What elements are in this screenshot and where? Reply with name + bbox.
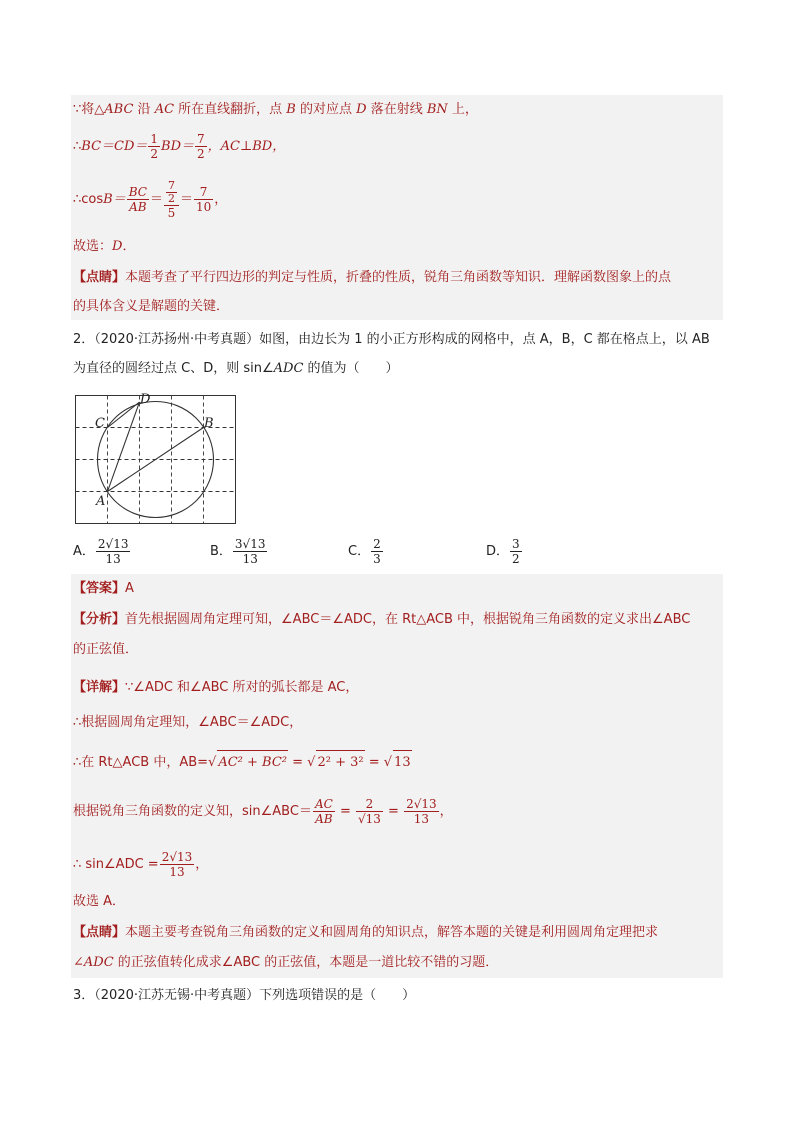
point-label-b: B	[204, 416, 214, 431]
q2-detail-line-2: ∴根据圆周角定理知，∠ABC＝∠ADC，	[73, 715, 303, 730]
sol1-choice: 故选：D．	[73, 239, 136, 254]
compound-fraction: $\frac{\frac{7}{2}}{5}$	[164, 180, 179, 220]
q2-stem-line-2: 为直径的圆经过点 C、D，则 sin∠ADC 的值为（ ）	[73, 361, 399, 376]
q2-stem-line-1: 2．（2020·江苏扬州·中考真题）如图，由边长为 1 的小正方形构成的网格中，点 A，B，C 都在格点上，以 AB	[73, 332, 710, 347]
option-b[interactable]: B． $\frac{3√13}{13}$	[210, 537, 266, 566]
segments	[108, 402, 204, 492]
q2-detail-line-4: 根据锐角三角函数的定义知，sin∠ABC＝ $\frac{AC}{AB}$ = $\frac{2}{√13}$ = $\frac{2√13}{13}$ ，	[73, 797, 453, 826]
q2-detail-line-3: ∴在 Rt△ACB 中，AB=√ AC² + BC² = √ 2² + 3² = √ 13	[73, 750, 412, 775]
fraction: $\frac{7}{10}$	[195, 185, 212, 214]
q2-comment-line-1: 【点睛】本题主要考查锐角三角函数的定义和圆周角的知识点，解答本题的关键是利用圆周角定理把求	[73, 925, 659, 940]
sol1-line-1: ∵将△ABC 沿 AC 所在直线翻折，点 B 的对应点 D 落在射线 BN 上，	[73, 102, 478, 117]
fraction: $\frac{BC}{AB}$	[128, 185, 147, 214]
sol1-comment-line-2: 的具体含义是解题的关键．	[73, 299, 230, 314]
fraction: $\frac{7}{2}$	[197, 132, 205, 161]
option-a[interactable]: A． $\frac{2√13}{13}$	[73, 537, 129, 566]
sol1-comment-line-1: 【点睛】本题考查了平行四边形的判定与性质，折叠的性质，锐角三角函数等知识．理解函数图象上的点	[73, 270, 672, 285]
sol1-line-3: ∴cosB＝ $\frac{BC}{AB}$ ＝ $\frac{\frac{7}{2}}{5}$ ＝ $\frac{7}{10}$ ，	[73, 178, 228, 220]
fraction: $\frac{AC}{AB}$	[314, 797, 333, 826]
q2-comment-line-2: ∠ADC 的正弦值转化成求∠ABC 的正弦值，本题是一道比较不错的习题．	[73, 955, 499, 970]
q2-analysis-line-1: 【分析】首先根据圆周角定理可知，∠ABC＝∠ADC，在 Rt△ACB 中，根据锐角三角函数的定义求出∠ABC	[73, 612, 691, 627]
q2-detail-line-1: 【详解】∵∠ADC 和∠ABC 所对的弧长都是 AC，	[73, 680, 359, 695]
solution-block-2	[71, 574, 723, 978]
point-label-a: A	[96, 494, 106, 509]
point-label-c: C	[95, 416, 105, 431]
q2-choice: 故选 A．	[73, 894, 126, 909]
sol1-line-2: ∴BC＝CD＝ $\frac{1}{2}$ BD＝ $\frac{7}{2}$ ，AC⊥BD，	[73, 132, 286, 161]
q2-detail-line-5: ∴ sin∠ADC = $\frac{2√13}{13}$ ，	[73, 850, 209, 879]
q2-analysis-line-2: 的正弦值．	[73, 642, 139, 657]
fraction: $\frac{1}{2}$	[150, 132, 159, 161]
option-c[interactable]: C． $\frac{2}{3}$	[348, 537, 381, 566]
fraction: $\frac{2√13}{13}$	[406, 797, 437, 826]
point-label-d: D	[140, 392, 151, 407]
fraction: $\frac{2√13}{13}$	[161, 850, 193, 879]
grid-circle-figure	[70, 390, 240, 530]
fraction: $\frac{2}{√13}$	[357, 797, 381, 826]
q3-stem: 3．（2020·江苏无锡·中考真题）下列选项错误的是（ ）	[73, 988, 416, 1003]
q2-answer: 【答案】A	[73, 581, 134, 596]
q2-options	[73, 534, 523, 570]
option-d[interactable]: D． $\frac{3}{2}$	[486, 537, 520, 566]
